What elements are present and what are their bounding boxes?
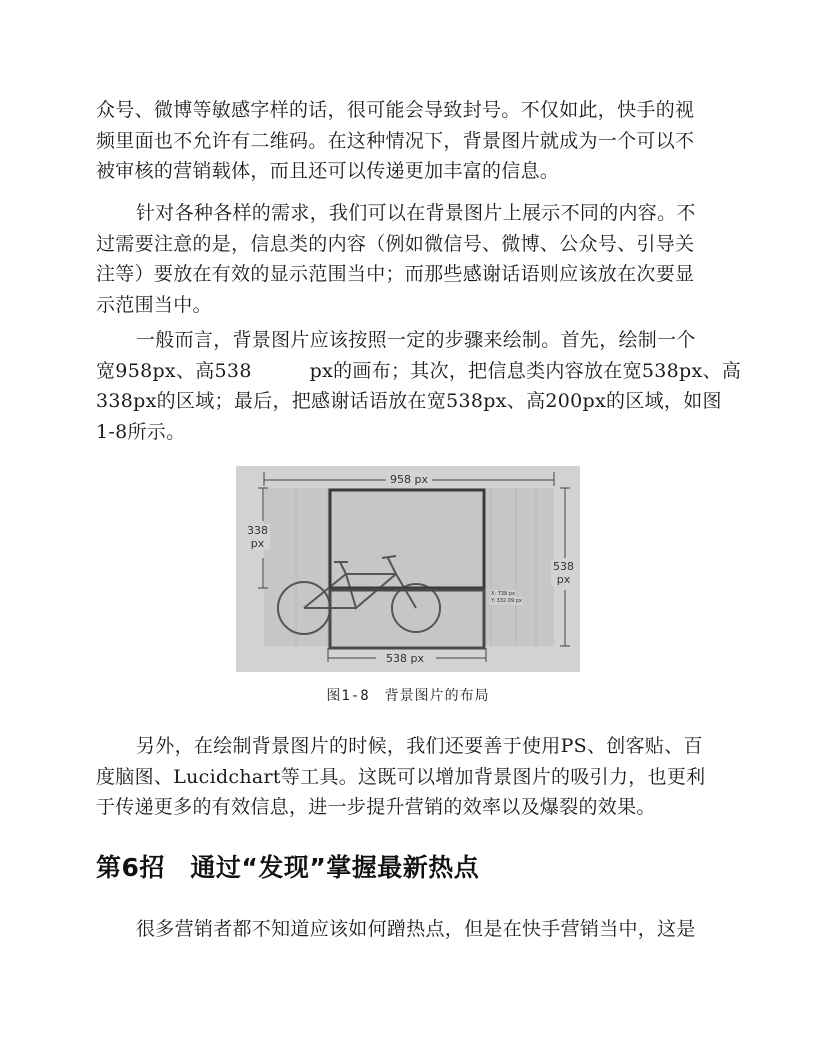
text-line: 过需要注意的是，信息类的内容（例如微信号、微博、公众号、引导关 <box>96 232 695 255</box>
text-line: 一般而言，背景图片应该按照一定的步骤来绘制。首先，绘制一个 <box>136 329 696 351</box>
text-line: 很多营销者都不知道应该如何蹭热点，但是在快手营销当中，这是 <box>136 918 696 940</box>
paragraph-4 <box>96 731 720 823</box>
text-line: 众号、微博等敏感字样的话，很可能会导致封号。不仅如此，快手的视 <box>96 99 695 121</box>
text-line: 另外，在绘制背景图片的时候，我们还要善于使用PS、创客贴、百 <box>136 735 703 757</box>
text-line: 频里面也不允许有二维码。在这种情况下，背景图片就成为一个可以不 <box>96 129 695 152</box>
text-line: 注等）要放在有效的显示范围当中；而那些感谢话语则应该放在次要显 <box>96 263 695 285</box>
figure-caption: 图1-8 背景图片的布局 <box>326 688 490 704</box>
total-height-label: 538 px <box>553 560 574 586</box>
text-line: 度脑图、Lucidchart等工具。这既可以增加背景图片的吸引力，也更利 <box>96 765 706 788</box>
background-layout-figure <box>236 466 580 672</box>
coord-x-readout: X: 738 px <box>491 591 515 597</box>
paragraph-5 <box>96 914 720 945</box>
text-line: 针对各种各样的需求，我们可以在背景图片上展示不同的内容。不 <box>136 202 696 224</box>
paragraph-1 <box>96 95 720 187</box>
info-height-label: 338 px <box>247 524 268 550</box>
text-line: 1-8所示。 <box>96 420 186 443</box>
paragraph-2 <box>96 198 720 320</box>
total-width-label: 958 px <box>390 473 428 486</box>
text-line: 被审核的营销载体，而且还可以传递更加丰富的信息。 <box>96 160 560 182</box>
text-line: 示范围当中。 <box>96 293 212 316</box>
text-line: 宽958px、高538 px的画布；其次，把信息类内容放在宽538px、高 <box>96 359 742 382</box>
section-heading: 第6招 通过“发现”掌握最新热点 <box>96 853 480 882</box>
text-line: 338px的区域；最后，把感谢话语放在宽538px、高200px的区域，如图 <box>96 390 722 412</box>
paragraph-3 <box>96 325 742 447</box>
bicycle-photo-image <box>236 466 580 672</box>
info-width-label: 538 px <box>386 652 424 665</box>
text-line: 于传递更多的有效信息，进一步提升营销的效率以及爆裂的效果。 <box>96 796 656 818</box>
coord-y-readout: Y: 332.09 px <box>491 598 522 604</box>
